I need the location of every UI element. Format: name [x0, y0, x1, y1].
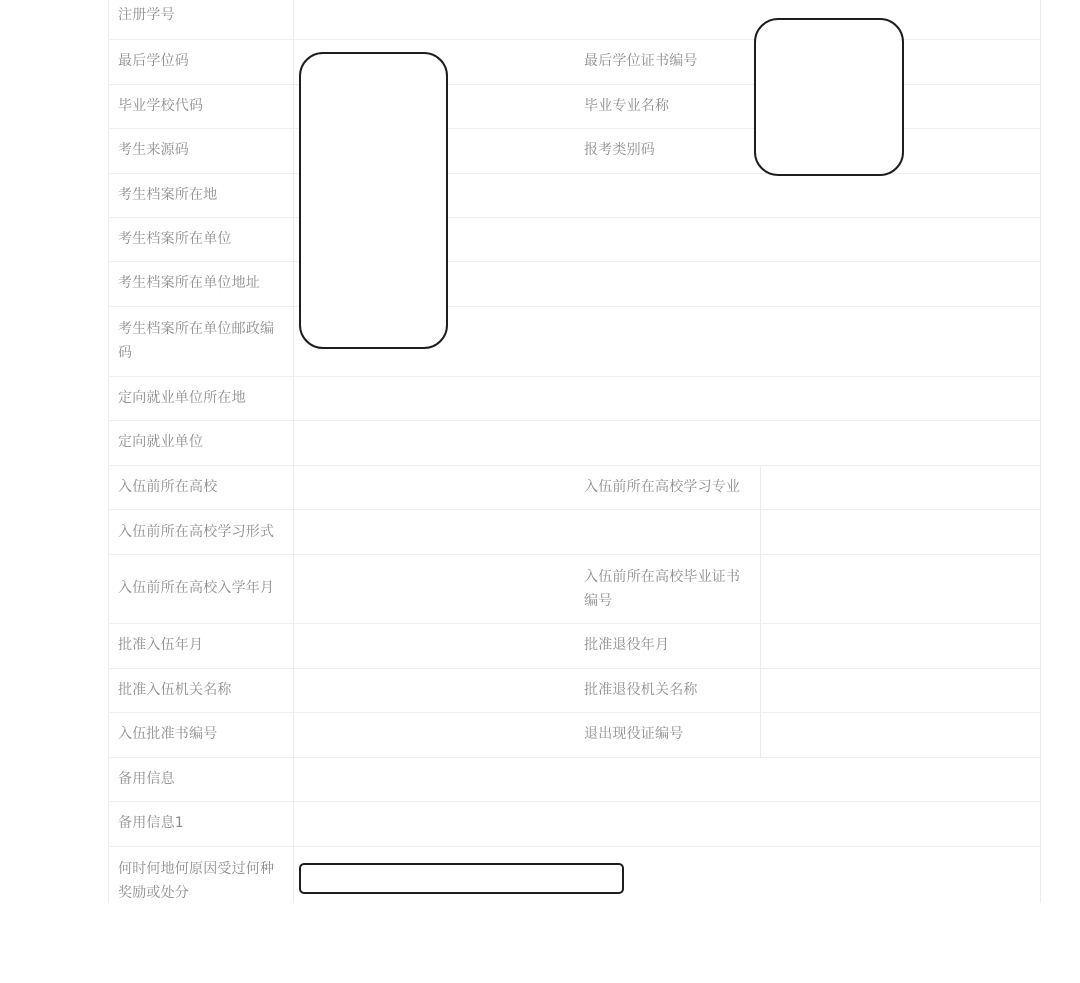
field-value-employment-unit	[294, 421, 1040, 465]
row-divider	[108, 217, 1040, 218]
field-label-last-degree-certificate-number: 最后学位证书编号	[584, 53, 698, 69]
field-label-archive-unit-postcode: 考生档案所在单位邮政编码	[118, 321, 275, 361]
redaction-box-right-values	[754, 18, 904, 176]
field-label-enlistment-authority: 批准入伍机关名称	[118, 682, 232, 698]
field-label-registration-id: 注册学号	[118, 7, 175, 23]
row-divider	[108, 509, 1040, 510]
table-left-border	[108, 0, 109, 903]
field-label-pre-enlistment-study-form: 入伍前所在高校学习形式	[118, 524, 275, 540]
field-label-discharge-date: 批准退役年月	[584, 637, 670, 653]
table-right-border	[1040, 0, 1041, 903]
row-divider	[108, 465, 1040, 466]
field-label-rewards-or-punishments: 何时何地何原因受过何种奖励或处分	[118, 861, 275, 901]
field-label-enlistment-date: 批准入伍年月	[118, 637, 204, 653]
row-divider	[108, 846, 1040, 847]
field-label-employment-unit-location: 定向就业单位所在地	[118, 390, 246, 406]
field-label-graduate-school-code: 毕业学校代码	[118, 98, 204, 114]
row-divider	[108, 712, 1040, 713]
row-divider	[108, 801, 1040, 802]
row-divider	[108, 757, 1040, 758]
field-value-employment-unit-location	[294, 377, 1040, 420]
row-divider	[108, 554, 1040, 555]
field-label-spare-info-1: 备用信息1	[118, 815, 184, 831]
field-label-enlistment-approval-number: 入伍批准书编号	[118, 726, 218, 742]
field-label-archive-location: 考生档案所在地	[118, 187, 218, 203]
row-divider	[108, 623, 1040, 624]
row-divider	[108, 173, 1040, 174]
field-label-graduate-major-name: 毕业专业名称	[584, 98, 670, 114]
field-label-discharge-authority: 批准退役机关名称	[584, 682, 698, 698]
field-label-employment-unit: 定向就业单位	[118, 434, 204, 450]
field-label-pre-enlistment-major: 入伍前所在高校学习专业	[584, 479, 741, 495]
redaction-box-left-values	[299, 52, 448, 349]
field-label-pre-enlistment-enrollment-date: 入伍前所在高校入学年月	[118, 580, 275, 596]
row-divider	[108, 261, 1040, 262]
field-label-archive-unit-address: 考生档案所在单位地址	[118, 275, 260, 291]
row-divider	[108, 668, 1040, 669]
row-divider	[108, 306, 1040, 307]
field-label-applicant-source-code: 考生来源码	[118, 142, 189, 158]
field-label-discharge-certificate-number: 退出现役证编号	[584, 726, 684, 742]
field-label-spare-info: 备用信息	[118, 771, 175, 787]
field-value-registration-id	[294, 0, 1040, 39]
redaction-bar-rewards	[299, 863, 624, 894]
field-label-application-category-code: 报考类别码	[584, 142, 655, 158]
field-label-pre-enlistment-diploma-number: 入伍前所在高校毕业证书编号	[584, 569, 741, 609]
field-label-last-degree-code: 最后学位码	[118, 53, 189, 69]
field-label-pre-enlistment-school: 入伍前所在高校	[118, 479, 218, 495]
field-label-archive-unit: 考生档案所在单位	[118, 231, 232, 247]
